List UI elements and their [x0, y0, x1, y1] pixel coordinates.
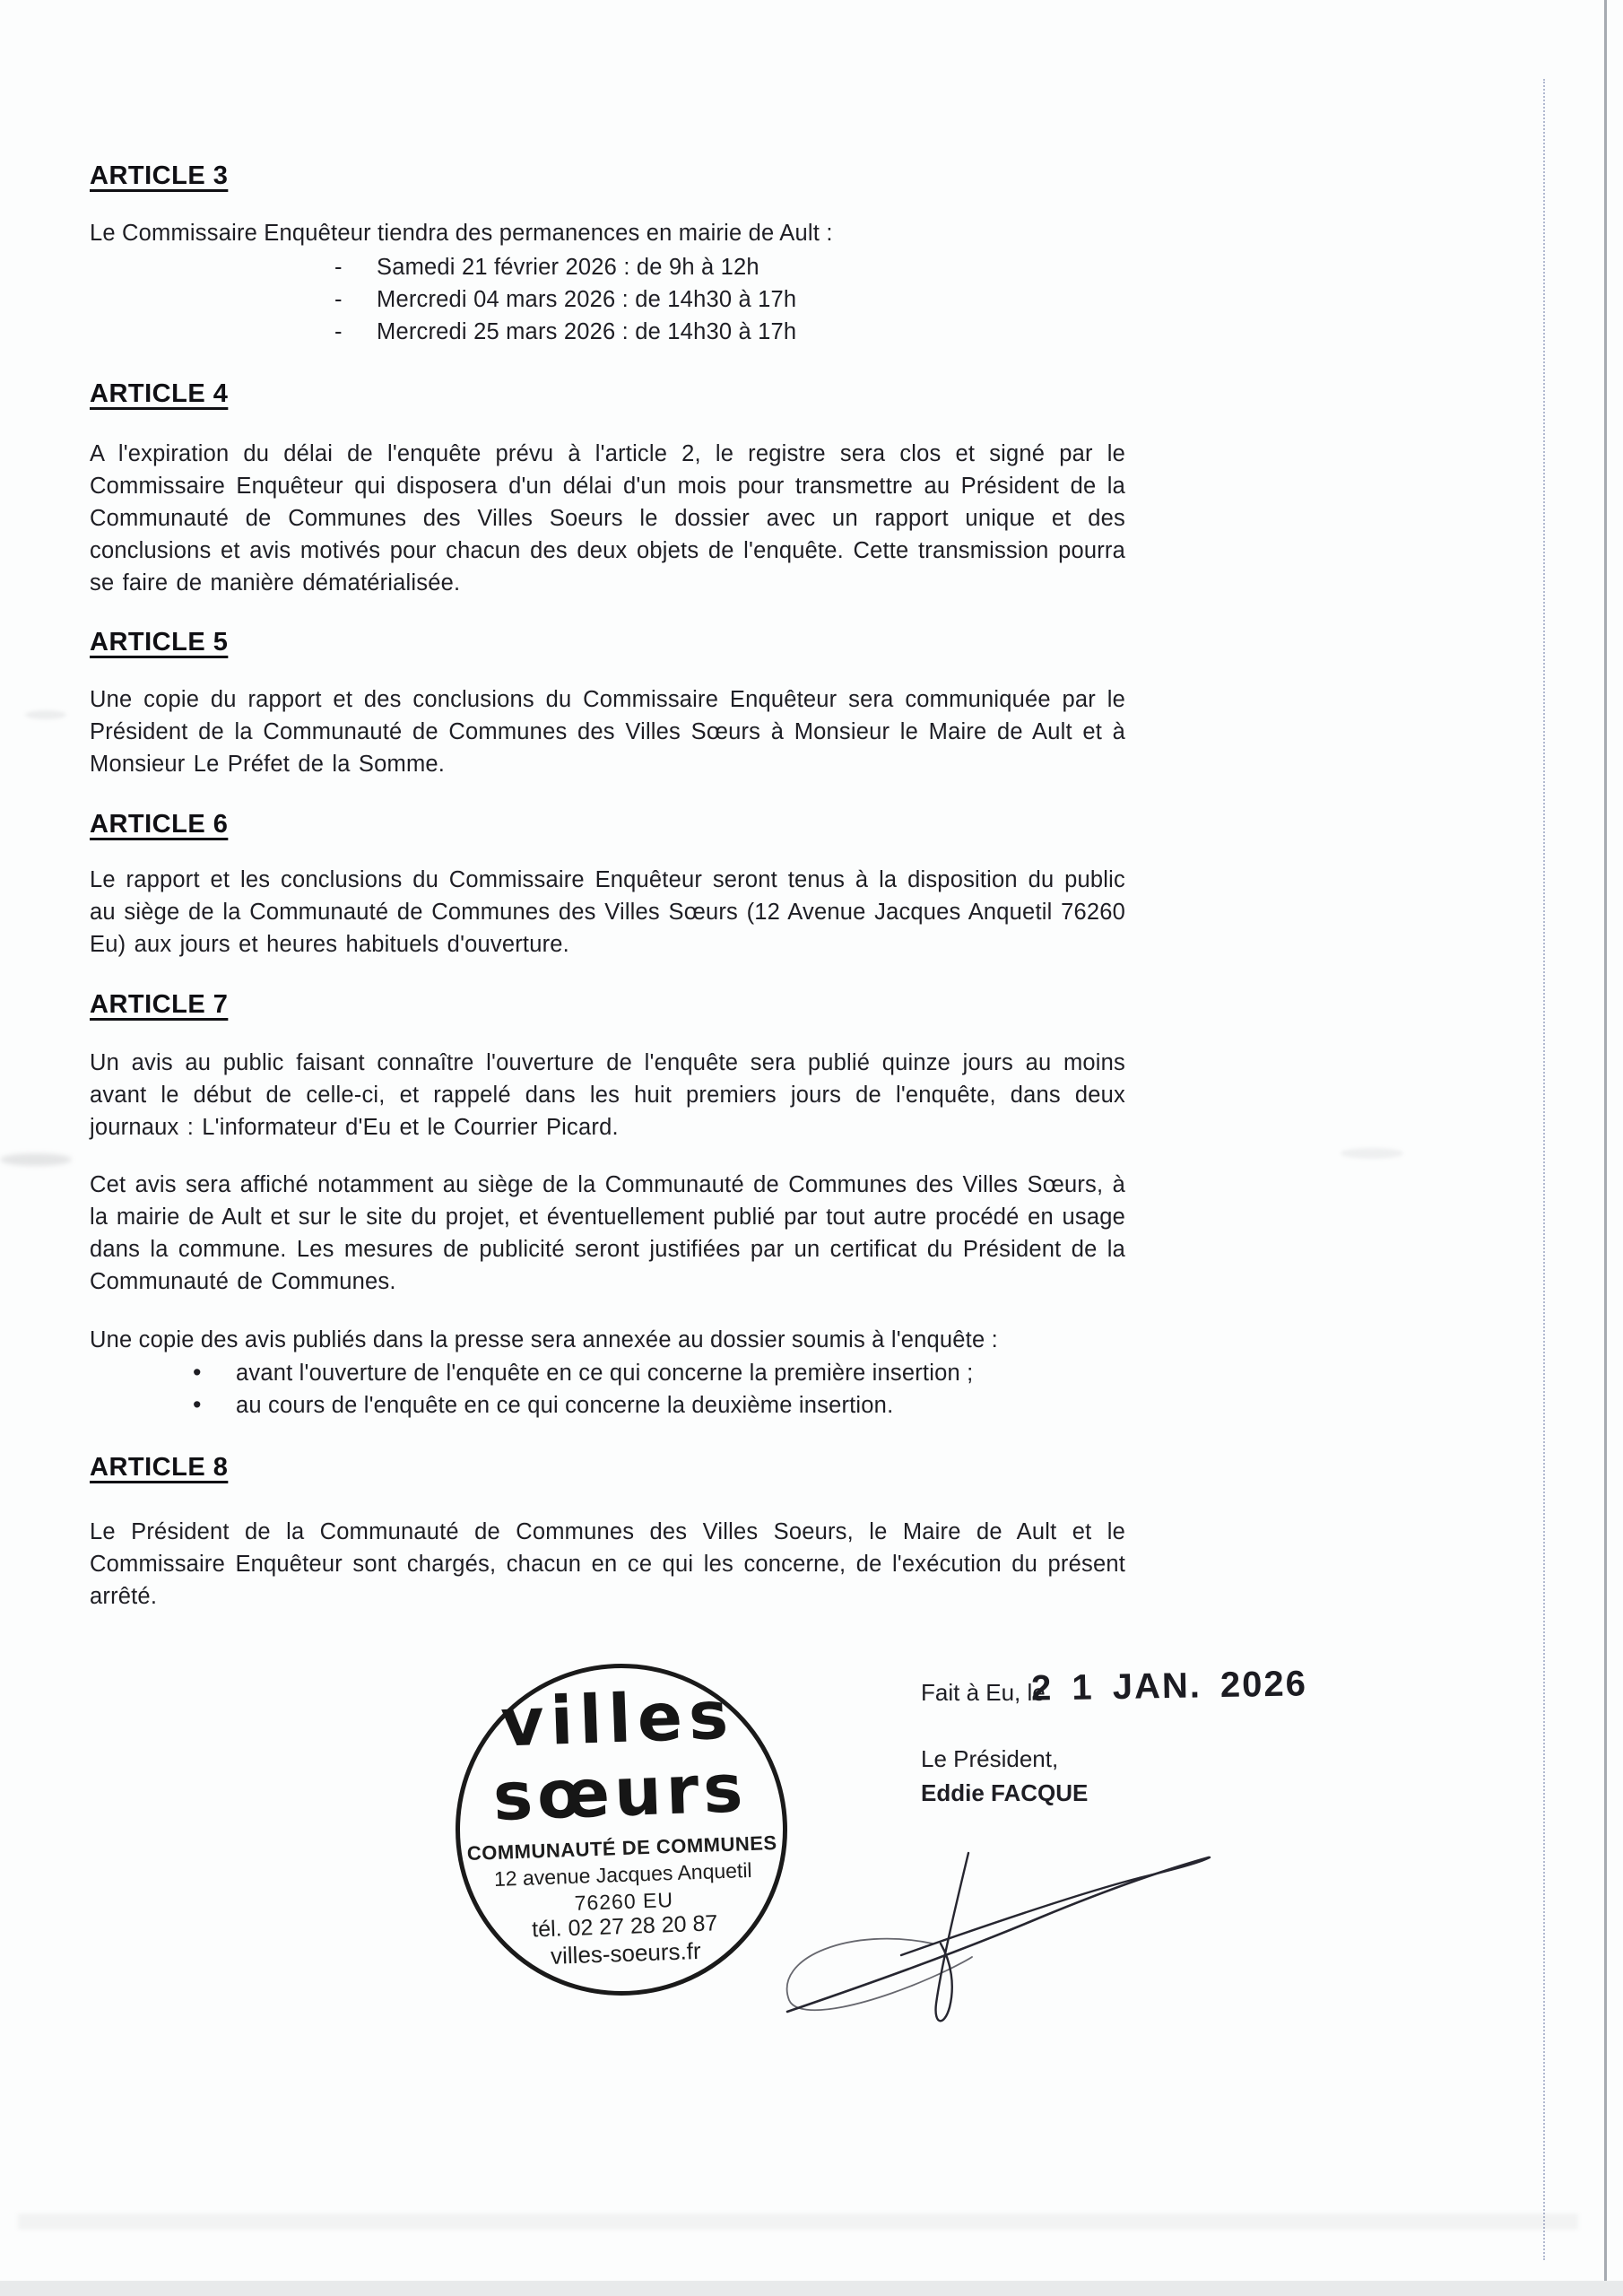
press-insertion-item-1: • avant l'ouverture de l'enquête en ce qui concerne la première insertion ;: [193, 1356, 973, 1389]
stamp-website-line: villes-soeurs.fr: [550, 1937, 702, 1970]
place-date-label: Fait à Eu, le: [921, 1679, 1046, 1706]
stamp-phone-line: tél. 02 27 28 20 87: [531, 1910, 718, 1943]
press-insertion-item-2: • au cours de l'enquête en ce qui concerne la deuxième insertion.: [193, 1388, 893, 1422]
stamp-address-line: 12 avenue Jacques Anquetil: [493, 1857, 752, 1891]
scan-smudge: [0, 1153, 72, 1166]
scan-smudge: [25, 710, 66, 719]
date-stamp: 2 1 JAN. 2026: [1030, 1664, 1308, 1709]
article-7-paragraph-1: Un avis au public faisant connaître l'ouverture de l'enquête sera publié quinze jours au moins avant le début de celle-ci, et rappelé dans les huit premiers jours de l'enquête, dans deux journaux : L'informateur d'Eu et le Courrier Picard.: [90, 1050, 1125, 1140]
article-4-heading: ARTICLE 4: [90, 379, 229, 408]
article-8-heading: ARTICLE 8: [90, 1453, 229, 1482]
signatory-name: Eddie FACQUE: [921, 1779, 1089, 1806]
article-5-paragraph: Une copie du rapport et des conclusions du Commissaire Enquêteur sera communiquée par le Président de la Communauté de Communes des Villes Sœurs à Monsieur le Maire de Ault et à Monsieur Le Préfet de la Somme.: [90, 687, 1125, 777]
article-7-paragraph-3: Une copie des avis publiés dans la presse sera annexée au dossier soumis à l'enquête :: [90, 1327, 998, 1352]
scan-faint-streak: [18, 2213, 1578, 2230]
article-7-heading: ARTICLE 7: [90, 990, 229, 1019]
stamp-org-line: COMMUNAUTÉ DE COMMUNES: [466, 1831, 777, 1866]
scan-page-edge-line: [1604, 0, 1607, 2285]
permanence-item-3: - Mercredi 25 mars 2026 : de 14h30 à 17h: [334, 316, 796, 348]
permanence-item-2: - Mercredi 04 mars 2026 : de 14h30 à 17h: [334, 283, 796, 316]
article-6-paragraph: Le rapport et les conclusions du Commissaire Enquêteur seront tenus à la disposition du public au siège de la Communauté de Communes des Villes Sœurs (12 Avenue Jacques Anquetil 76260 Eu) aux jours et heures habituels d'ouverture.: [90, 867, 1125, 957]
stamp-logo-villes: villes: [499, 1676, 736, 1762]
signatory-title: Le Président,: [921, 1745, 1059, 1772]
permanence-item-1: - Samedi 21 février 2026 : de 9h à 12h: [334, 251, 759, 283]
stamp-city-line: 76260 EU: [574, 1888, 674, 1915]
article-6-heading: ARTICLE 6: [90, 810, 229, 839]
article-3-intro: Le Commissaire Enquêteur tiendra des permanences en mairie de Ault :: [90, 221, 833, 246]
article-7-paragraph-2: Cet avis sera affiché notamment au siège de la Communauté de Communes des Villes Sœurs, à la mairie de Ault et sur le site du projet, et éventuellement publié par tout autre procédé en usage dans la commune. Les mesures de publicité seront justifiées par un certificat du Président de la Communauté de Communes.: [90, 1172, 1125, 1294]
article-8-paragraph: Le Président de la Communauté de Communes des Villes Soeurs, le Maire de Ault et le Commissaire Enquêteur sont chargés, chacun en ce qui les concerne, de l'exécution du présent arrêté.: [90, 1519, 1125, 1609]
stamp-logo-soeurs: sœurs: [491, 1750, 749, 1836]
handwritten-signature: [735, 1821, 1363, 2090]
scan-bottom-shadow-band: [0, 2281, 1623, 2296]
scan-smudge: [1341, 1148, 1403, 1159]
article-5-heading: ARTICLE 5: [90, 628, 229, 657]
article-4-paragraph: A l'expiration du délai de l'enquête prévu à l'article 2, le registre sera clos et signé par le Commissaire Enquêteur qui disposera d'un délai d'un mois pour transmettre au Président de la Communauté de Communes des Villes Soeurs le dossier avec un rapport unique et des conclusions et avis motivés pour chacun des deux objets de l'enquête. Cette transmission pourra se faire de manière dématérialisée.: [90, 441, 1125, 596]
article-3-heading: ARTICLE 3: [90, 161, 229, 190]
scan-dotted-margin-line: [1543, 79, 1545, 2260]
